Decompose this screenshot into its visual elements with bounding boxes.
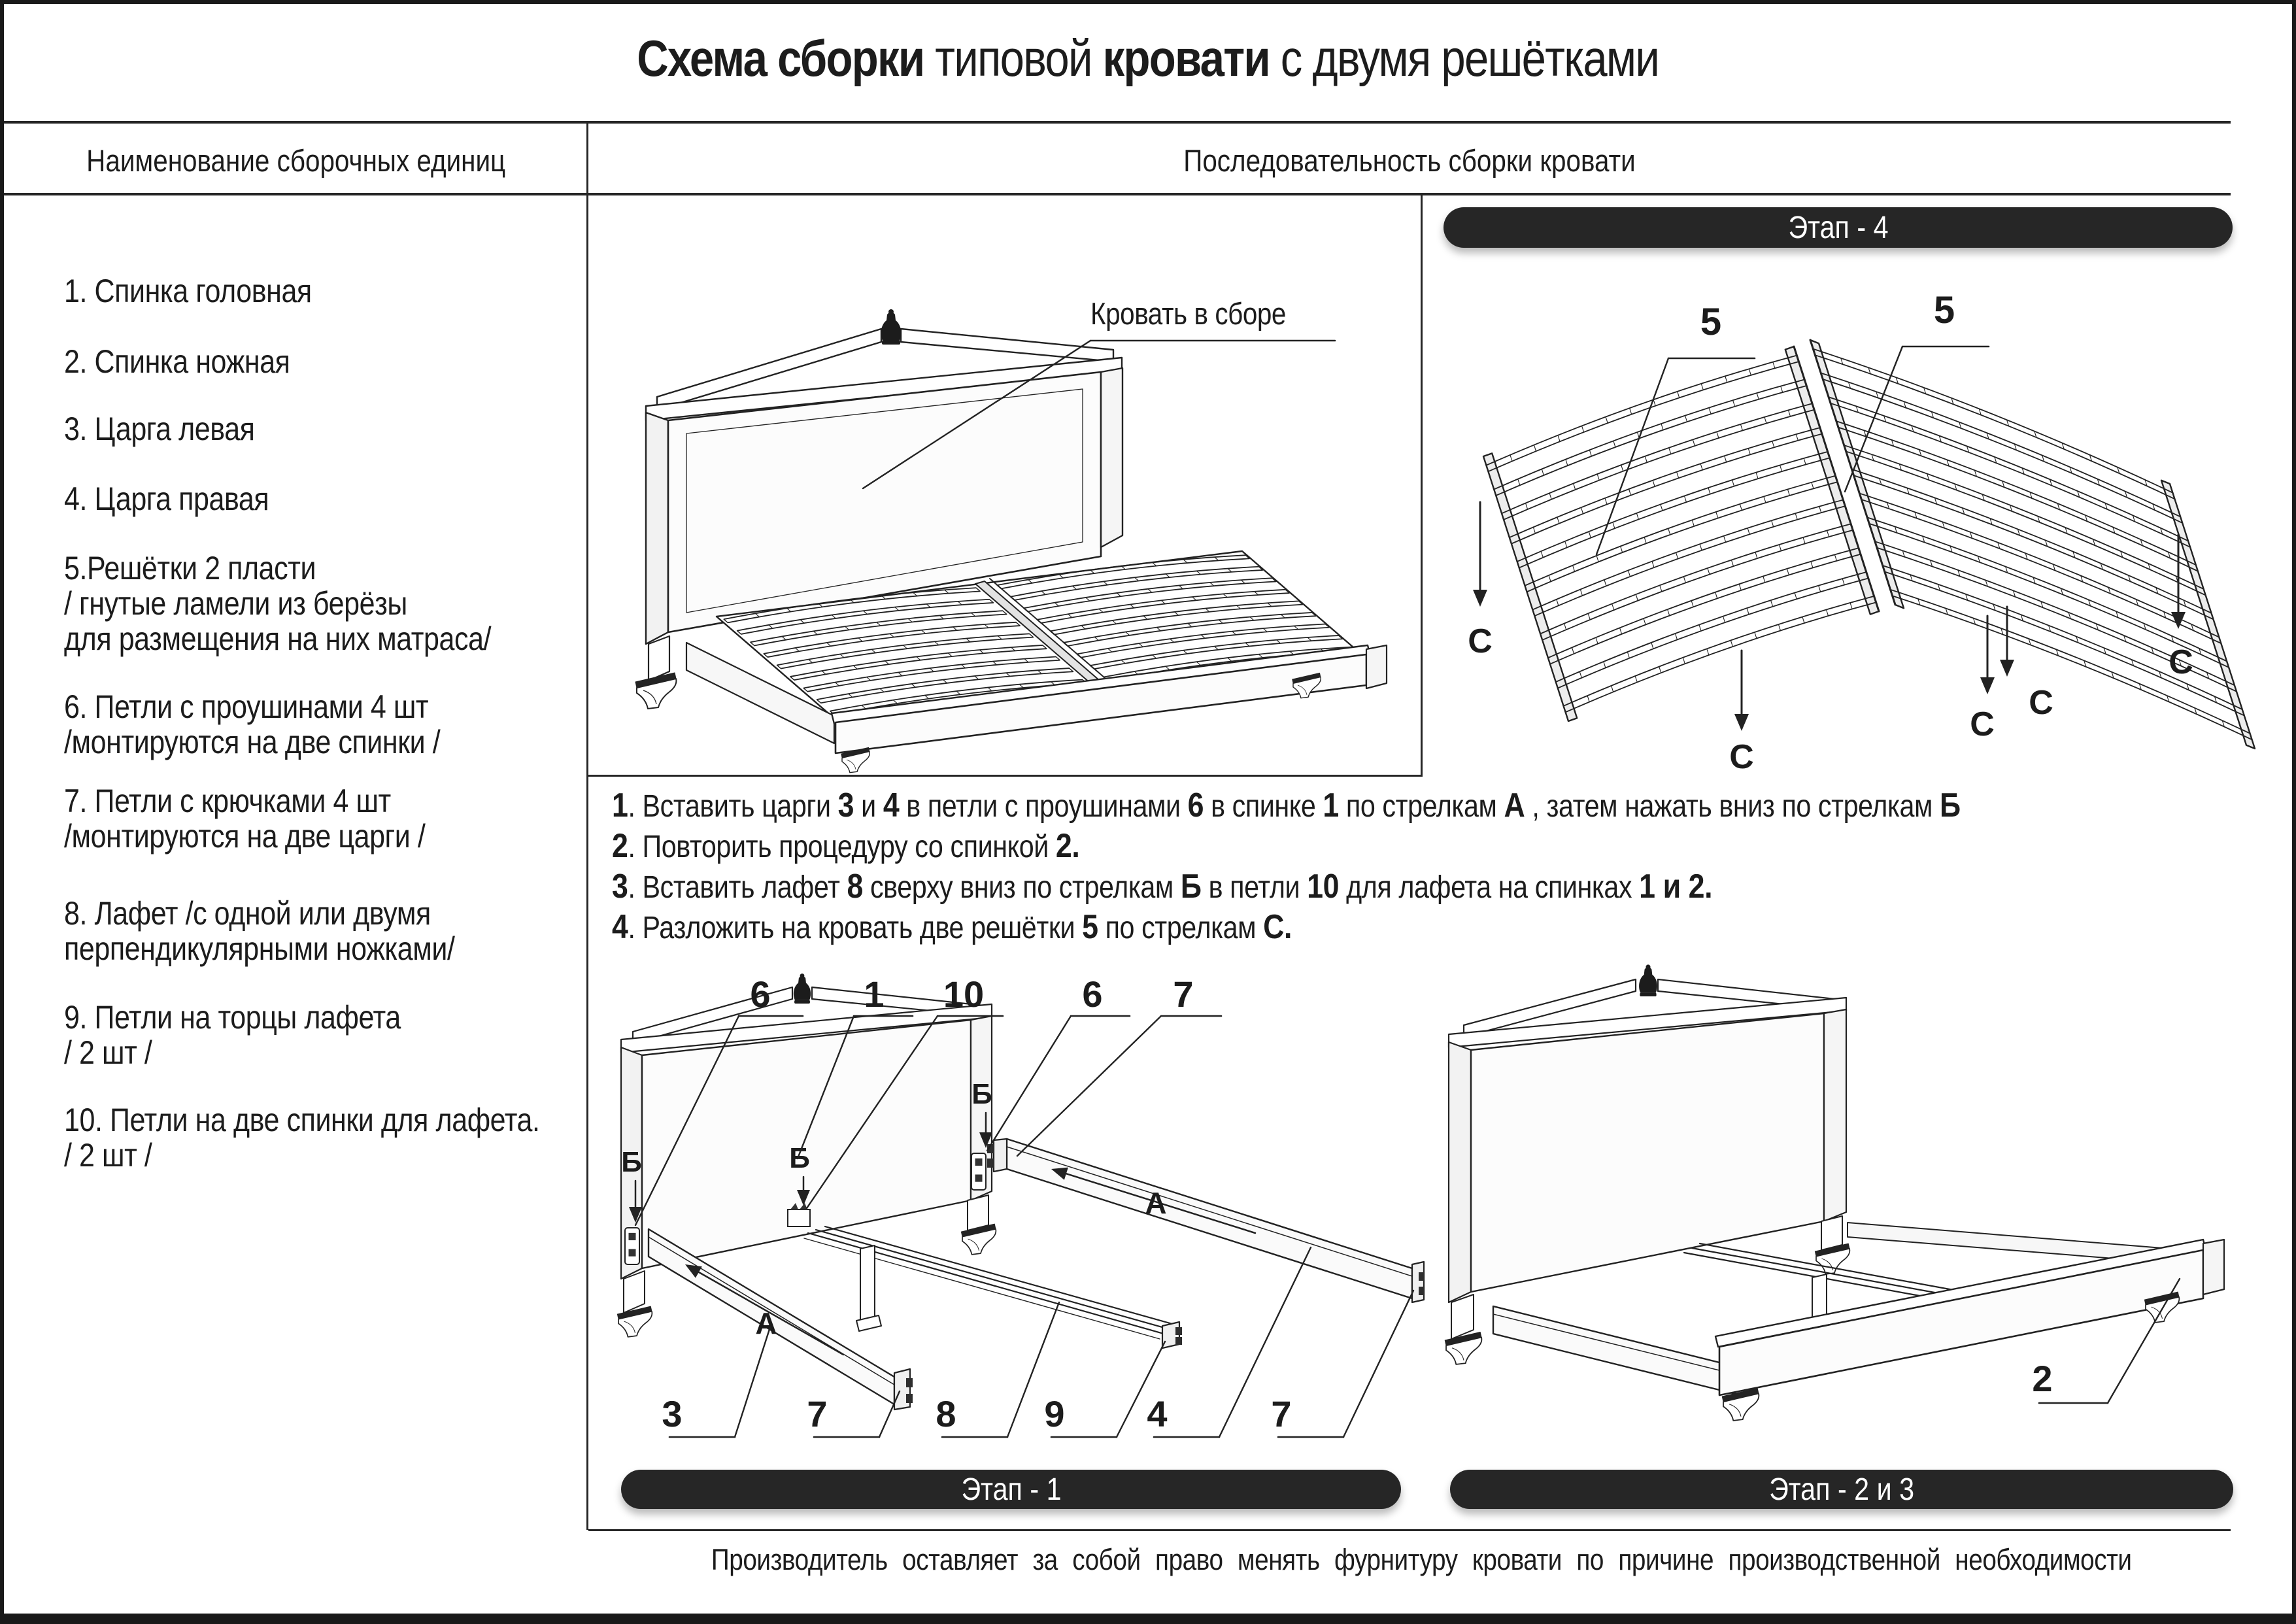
instruction-line-1: 1. Вставить царги 3 и 4 в петли с проушинами 6 в спинке 1 по стрелкам А , затем нажать вниз по стрелкам Б	[612, 787, 1961, 824]
bracket-foot	[635, 673, 676, 709]
headboard-left-stile	[1449, 1042, 1471, 1302]
callout-label: 5	[1933, 289, 1955, 331]
rail-left	[1493, 1306, 1735, 1394]
hook	[1175, 1327, 1182, 1335]
parts-list-item-8: 8. Лафет /с одной или двумя перпендикулярными ножками/	[64, 895, 455, 967]
callout-label: 9	[1044, 1393, 1065, 1434]
callout-label: 6	[750, 973, 771, 1015]
headboard-ornament	[1639, 964, 1657, 996]
callout-label: С	[1729, 738, 1754, 776]
page-title	[4, 29, 2292, 88]
bottom-border	[4, 1614, 2292, 1620]
lattice-rail	[1483, 453, 1577, 721]
title-part-3: кровати	[1102, 29, 1270, 87]
headboard-leg	[649, 636, 669, 681]
callout-label: 7	[1173, 973, 1194, 1015]
parts-list-item-7: 7. Петли с крючками 4 шт /монтируются на две царги /	[64, 783, 426, 854]
callout-label: 8	[936, 1393, 956, 1434]
hook	[906, 1378, 913, 1387]
callout-label: С	[2169, 643, 2193, 681]
headboard-right-stile	[1824, 1009, 1846, 1221]
callout-label: 6	[1082, 973, 1103, 1015]
stage4-lattices-diagram	[1428, 248, 2288, 776]
callout-label: 7	[1271, 1393, 1292, 1434]
parts-list-item-5: 5.Решётки 2 пласти / гнутые ламели из берёзы для размещения на них матраса/	[64, 550, 492, 657]
instruction-line-2: 2. Повторить процедуру со спинкой 2.	[612, 827, 1080, 865]
callout-label: С	[1468, 622, 1493, 660]
callout-label: 2	[2032, 1358, 2053, 1399]
hook	[987, 1159, 994, 1168]
parts-list-item-6: 6. Петли с проушинами 4 шт /монтируются на две спинки /	[64, 688, 441, 760]
headboard-ornament	[794, 973, 811, 1004]
footer-note: Производитель оставляет за собой право менять фурнитуру кровати по причине производственной необходимости	[711, 1543, 2132, 1576]
title-part-2: типовой	[924, 29, 1103, 87]
arrow-head	[1473, 590, 1487, 607]
hook	[1419, 1272, 1424, 1281]
stage1-badge: Этап - 1	[621, 1470, 1401, 1509]
stage4-badge: Этап - 4	[1443, 207, 2233, 248]
callout-label: 7	[807, 1393, 828, 1434]
footboard-post	[2203, 1240, 2224, 1294]
footboard-post	[1366, 645, 1387, 688]
parts-list-item-1: 1. Спинка головная	[64, 273, 312, 309]
hinge-plate	[971, 1153, 986, 1190]
callout-a: А	[755, 1306, 777, 1340]
callout-b: Б	[971, 1078, 992, 1110]
headboard-leg	[1451, 1294, 1474, 1339]
stage23-frame-diagram	[1428, 941, 2288, 1458]
headboard-ornament	[881, 309, 902, 345]
callout-label: С	[2029, 684, 2053, 722]
callout-b: Б	[621, 1146, 642, 1178]
hook	[1175, 1337, 1182, 1345]
parts-list-item-10: 10. Петли на две спинки для лафета. / 2 шт /	[64, 1102, 540, 1174]
instruction-line-3: 3. Вставить лафет 8 сверху вниз по стрелкам Б в петли 10 для лафета на спинках 1 и 2.	[612, 868, 1713, 905]
callout-a: А	[1145, 1186, 1167, 1220]
lattice	[1483, 347, 1879, 721]
arrow-head	[1980, 677, 1995, 694]
parts-list-item-3: 3. Царга левая	[64, 411, 255, 447]
hinge-plate	[625, 1228, 639, 1264]
footer-rule	[588, 1529, 2231, 1531]
lafet-leg	[860, 1245, 875, 1324]
title-part-1: Схема сборки	[637, 29, 924, 87]
headboard-leg	[624, 1271, 645, 1313]
rail-end-cap	[894, 1369, 910, 1410]
callout-leader	[1596, 358, 1668, 554]
instruction-line-4: 4. Разложить на кровать две решётки 5 по стрелкам С.	[612, 908, 1292, 946]
callout-leader	[1343, 1291, 1413, 1437]
callout-label: 10	[943, 973, 985, 1015]
parts-list-item-2: 2. Спинка ножная	[64, 343, 290, 380]
column-header-right: Последовательность сборки кровати	[1183, 143, 1636, 178]
callout-label: 4	[1147, 1393, 1168, 1434]
callout-label: 3	[662, 1393, 683, 1434]
callout-leader	[987, 1016, 1071, 1151]
callout-label: 5	[1700, 301, 1722, 343]
callout-label: С	[1970, 705, 1995, 743]
stage23-badge: Этап - 2 и 3	[1450, 1470, 2233, 1509]
headboard-leg	[1821, 1216, 1842, 1250]
bracket-foot	[961, 1224, 996, 1255]
stage1-exploded-diagram	[601, 941, 1425, 1458]
callout-leader	[1219, 1247, 1311, 1437]
parts-list-item-9: 9. Петли на торцы лафета / 2 шт /	[64, 999, 401, 1071]
arrow-head	[1734, 714, 1749, 731]
callout-b: Б	[789, 1142, 810, 1174]
assembled-bed-diagram	[588, 193, 1421, 775]
hook	[906, 1394, 913, 1403]
headboard-right-stile	[1101, 368, 1123, 547]
rail-end-cap	[994, 1139, 1007, 1172]
bracket-foot	[617, 1306, 652, 1337]
callout-leader	[1017, 1016, 1161, 1156]
headboard-panel	[1471, 1013, 1824, 1292]
column-header-left: Наименование сборочных единиц	[86, 143, 506, 178]
header-rule-top	[4, 121, 2231, 124]
hook	[1419, 1287, 1424, 1295]
arrow-head	[2000, 660, 2014, 677]
callout-label: 1	[864, 973, 885, 1015]
headboard-crown	[901, 329, 1113, 362]
callout-leader	[735, 1327, 770, 1437]
bracket-foot	[1445, 1332, 1481, 1364]
parts-list-item-4: 4. Царга правая	[64, 481, 269, 517]
assembled-bed-label: Кровать в сборе	[1090, 296, 1286, 331]
headboard-leg	[968, 1195, 988, 1230]
rail-end-cap	[1412, 1262, 1424, 1302]
headboard-left-stile	[646, 413, 668, 644]
title-part-4: с двумя решётками	[1270, 29, 1659, 87]
